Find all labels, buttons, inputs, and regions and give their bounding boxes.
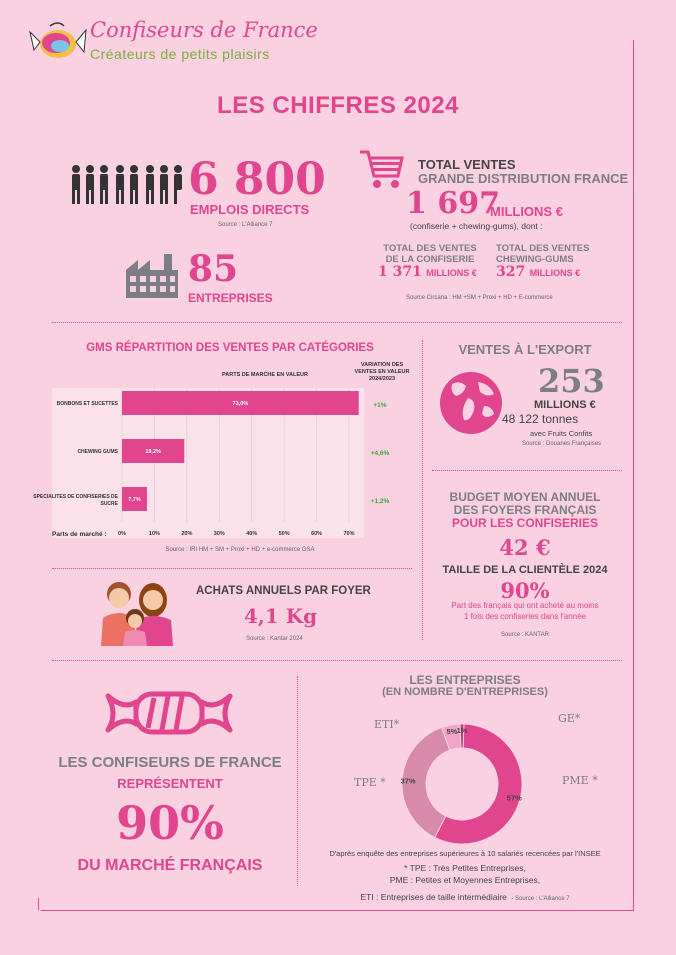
separator-v2 bbox=[297, 676, 298, 886]
brand-tagline: Créateurs de petits plaisirs bbox=[90, 46, 270, 62]
gms-xtick: 40% bbox=[246, 531, 258, 537]
logo bbox=[28, 16, 318, 68]
gms-category-label: CHEWING GUMS bbox=[77, 449, 118, 455]
ventes-source: Source Circana : HM +SM + Proxi + HD + E-commerce bbox=[406, 295, 553, 301]
achats-value: 4,1 Kg bbox=[244, 604, 318, 628]
budget-taille: TAILLE DE LA CLIENTÈLE 2024 bbox=[442, 564, 608, 576]
ent-def2: PME : Petites et Moyennes Entreprises, bbox=[389, 875, 541, 885]
ent-def3: ETI : Entreprises de taille intermédiaire bbox=[360, 892, 507, 902]
entreprises-value: 85 bbox=[188, 248, 239, 290]
gms-bar-value: 19,2% bbox=[145, 449, 161, 455]
people-icon bbox=[68, 164, 183, 206]
ventes-title1: TOTAL VENTES bbox=[418, 157, 516, 172]
gms-xtick: 50% bbox=[278, 531, 290, 537]
ventes-unit: MILLIONS € bbox=[490, 204, 563, 219]
donut-category-label: TPE * bbox=[354, 776, 386, 789]
budget-desc1: Part des français qui ont acheté au moins bbox=[451, 601, 599, 610]
gms-axis-label: Parts de marché : bbox=[52, 531, 107, 538]
ent-title2: (EN NOMBRE D'ENTREPRISES) bbox=[382, 686, 548, 698]
ent-def-row bbox=[305, 887, 625, 905]
cart-icon bbox=[358, 148, 404, 192]
ent-def1: * TPE : Très Petites Entreprises, bbox=[404, 863, 526, 873]
gms-xtick: 0% bbox=[118, 531, 126, 537]
gms-variation: +4,6% bbox=[370, 450, 390, 457]
export-value: 253 bbox=[538, 362, 605, 400]
ventes-chew-amount bbox=[496, 263, 580, 281]
ventes-conf-value: 1 371 bbox=[378, 264, 422, 280]
budget-l1: BUDGET MOYEN ANNUEL bbox=[449, 490, 601, 504]
marche-l2: REPRÉSENTENT bbox=[117, 776, 223, 791]
ent-note: D'après enquête des entreprises supérieures à 10 salariés recencées par l'INSEE bbox=[329, 849, 601, 858]
export-tonnes: 48 122 tonnes bbox=[502, 412, 579, 426]
achats-title: ACHATS ANNUELS PAR FOYER bbox=[196, 585, 371, 597]
gms-title: GMS RÉPARTITION DES VENTES PAR CATÉGORIES bbox=[86, 342, 374, 354]
budget-l2: DES FOYERS FRANÇAIS bbox=[453, 503, 597, 517]
gms-xtick: 70% bbox=[343, 531, 355, 537]
gms-bar-value: 7,7% bbox=[128, 497, 141, 503]
gms-source: Source : IRI HM + SM + Proxi + HD + e-commerce GSA bbox=[165, 547, 315, 553]
export-unit: MILLIONS € bbox=[534, 399, 596, 411]
donut-category-label: ETI* bbox=[374, 718, 400, 731]
page-title: LES CHIFFRES 2024 bbox=[217, 92, 459, 119]
marche-l3: DU MARCHÉ FRANÇAIS bbox=[77, 857, 263, 874]
ventes-conf-l2: DE LA CONFISERIE bbox=[385, 254, 475, 265]
emplois-label: EMPLOIS DIRECTS bbox=[190, 202, 310, 217]
ventes-chew-l1: TOTAL DES VENTES bbox=[496, 243, 590, 254]
separator-2 bbox=[52, 568, 412, 569]
ventes-chew-unit: MILLIONS € bbox=[529, 268, 581, 278]
donut-category-label: PME * bbox=[562, 774, 598, 787]
candy-logo-icon bbox=[28, 18, 88, 64]
ventes-conf-amount bbox=[378, 263, 477, 281]
separator-1 bbox=[52, 322, 622, 323]
budget-l3: POUR LES CONFISERIES bbox=[451, 516, 599, 530]
export-title: VENTES À L'EXPORT bbox=[458, 342, 592, 357]
ventes-conf-unit: MILLIONS € bbox=[426, 268, 477, 278]
gms-xtick: 10% bbox=[148, 531, 160, 537]
ent-title1: LES ENTREPRISES bbox=[409, 673, 521, 687]
factory-icon bbox=[124, 252, 180, 300]
gms-xtick: 30% bbox=[213, 531, 225, 537]
gms-col-var1: VARIATION DES bbox=[360, 362, 404, 368]
family-icon bbox=[95, 578, 175, 646]
ent-source: - Source : L'Alliance 7 bbox=[511, 896, 570, 902]
export-note: avec Fruits Confits bbox=[530, 429, 593, 438]
ventes-chew-value: 327 bbox=[496, 264, 526, 280]
ventes-chew-l2: CHEWING-GUMS bbox=[496, 254, 574, 265]
gms-category-label: BONBONS ET SUCETTES bbox=[56, 401, 118, 407]
achats-source: Source : Kantar 2024 bbox=[246, 636, 303, 642]
donut-value-label: 57% bbox=[506, 793, 522, 803]
marche-value: 90% bbox=[116, 796, 224, 850]
emplois-value: 6 800 bbox=[188, 154, 326, 205]
budget-desc2: 1 fois des confiseries dans l'année bbox=[463, 612, 587, 621]
brand-name: Confiseurs de France bbox=[90, 18, 318, 42]
entreprises-label: ENTREPRISES bbox=[188, 291, 273, 305]
gms-variation: +1% bbox=[373, 402, 387, 409]
candy-icon bbox=[104, 684, 234, 742]
gms-xtick: 20% bbox=[181, 531, 193, 537]
separator-3 bbox=[432, 470, 622, 471]
gms-xtick: 60% bbox=[311, 531, 323, 537]
frame-corner-left bbox=[38, 898, 39, 910]
budget-pct: 90% bbox=[500, 578, 550, 603]
gms-col-var2: VENTES EN VALEUR bbox=[354, 369, 410, 375]
gms-bar-chart bbox=[33, 385, 420, 550]
emplois-source: Source : L'Alliance 7 bbox=[218, 222, 273, 228]
gms-bar-value: 73,0% bbox=[232, 401, 249, 407]
ventes-note: (confiserie + chewing-gums), dont : bbox=[410, 221, 543, 231]
gms-category-label: SPECIALITES DE CONFISERIES DE SUCRE bbox=[33, 494, 118, 507]
separator-v1 bbox=[422, 340, 423, 640]
donut-value-label: 5% bbox=[446, 726, 458, 736]
ventes-value: 1 697 bbox=[406, 186, 500, 221]
marche-l1: LES CONFISEURS DE FRANCE bbox=[58, 754, 282, 771]
donut-category-label: GE* bbox=[558, 712, 581, 725]
gms-col-var3: 2024/2023 bbox=[369, 376, 395, 382]
donut-value-label: 37% bbox=[400, 776, 416, 786]
ventes-conf-l1: TOTAL DES VENTES bbox=[383, 243, 477, 254]
gms-variation: +1,2% bbox=[370, 498, 390, 505]
donut-value-label: 1% bbox=[456, 726, 468, 735]
gms-col-parts: PARTS DE MARCHE EN VALEUR bbox=[222, 372, 308, 378]
budget-source: Source : KANTAR bbox=[501, 632, 549, 638]
gms-col-var bbox=[352, 362, 412, 383]
export-source: Source : Douanes Françaises bbox=[522, 441, 602, 447]
budget-value: 42 € bbox=[499, 535, 551, 560]
separator-4 bbox=[52, 660, 622, 661]
ventes-title2: GRANDE DISTRIBUTION FRANCE bbox=[418, 171, 629, 186]
globe-icon bbox=[438, 370, 504, 436]
entreprises-donut-chart bbox=[340, 700, 600, 850]
